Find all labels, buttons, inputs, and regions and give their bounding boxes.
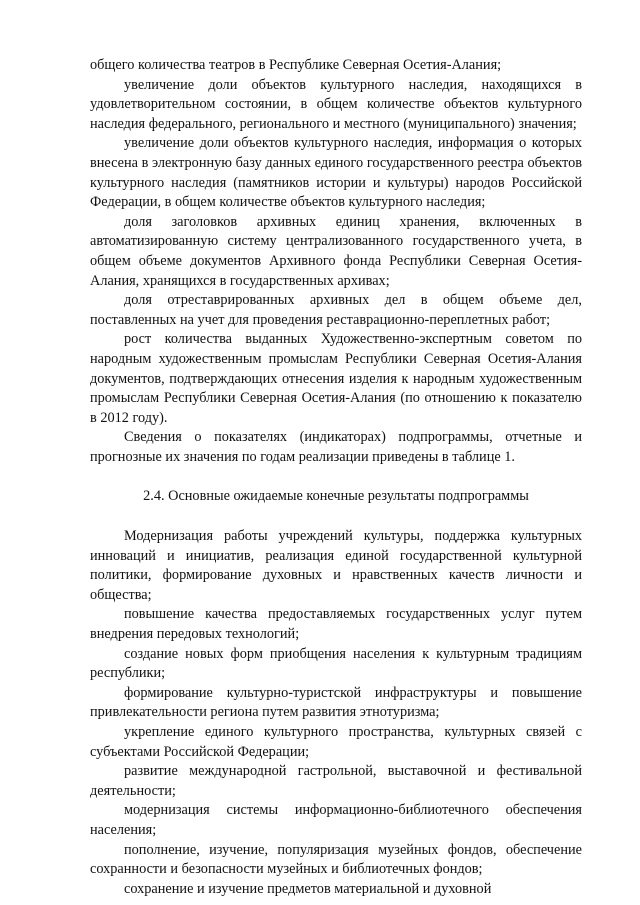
paragraph-service-quality: повышение качества предоставляемых государственных услуг путем внедрения передовых технологий;	[90, 606, 582, 643]
paragraph-new-forms: создание новых форм приобщения населения к культурным традициям республики;	[90, 645, 582, 682]
paragraph-restored-archives: доля отреставрированных архивных дел в общем объеме дел, поставленных на учет для проведения реставрационно-переплетных работ;	[90, 292, 582, 328]
paragraph-crafts-documents: рост количества выданных Художественно-экспертным советом по народным художественным промыслам Республики Северная Осетия-Алания документов, подтверждающих отнесения изделия к народным художественным промыслам Республики Северная Осетия-Алания (по отношению к показателю в 2012 году).	[90, 331, 582, 426]
paragraph-international-activity: развитие международной гастрольной, выставочной и фестивальной деятельности;	[90, 763, 582, 799]
document-page	[90, 56, 582, 899]
paragraph-heritage-condition: увеличение доли объектов культурного наследия, находящихся в удовлетворительном состоянии, в общем количестве объектов культурного наследия федерального, регионального и местного (муниципального) значения;	[90, 76, 582, 132]
paragraph-heritage-registry: увеличение доли объектов культурного наследия, информация о которых внесена в электронную базу данных единого государственного реестра объектов культурного наследия (памятников истории и культуры) народов Российской Федерации, в общем количестве объектов культурного наследия;	[90, 135, 582, 211]
paragraph-cultural-space: укрепление единого культурного пространства, культурных связей с субъектами Российской Федерации;	[90, 724, 582, 760]
paragraph-indicators-table-ref: Сведения о показателях (индикаторах) подпрограммы, отчетные и прогнозные их значения по годам реализации приведены в таблице 1.	[90, 429, 582, 465]
paragraph-theaters-continuation: общего количества театров в Республике Северная Осетия-Алания;	[90, 57, 502, 73]
paragraph-library-system: модернизация системы информационно-библиотечного обеспечения населения;	[90, 802, 582, 838]
paragraph-tourism-infrastructure: формирование культурно-туристской инфраструктуры и повышение привлекательности региона путем развития этнотуризма;	[90, 684, 582, 721]
paragraph-modernization: Модернизация работы учреждений культуры, поддержка культурных инноваций и инициатив, реализация единой государственной культурной политики, формирование духовных и нравственных качеств личности и общества;	[90, 528, 582, 603]
section-heading-expected-results: 2.4. Основные ожидаемые конечные результаты подпрограммы	[143, 488, 529, 505]
paragraph-museum-funds: пополнение, изучение, популяризация музейных фондов, обеспечение сохранности и безопасности музейных и библиотечных фондов;	[90, 841, 582, 878]
paragraph-heritage-preservation: сохранение и изучение предметов материальной и духовной	[124, 880, 492, 897]
paragraph-archive-headings: доля заголовков архивных единиц хранения, включенных в автоматизированную систему централизованного государственного учета, в общем объеме документов Архивного фонда Республики Северная Осетия-Алания, хранящихся в государственных архивах;	[90, 213, 582, 289]
